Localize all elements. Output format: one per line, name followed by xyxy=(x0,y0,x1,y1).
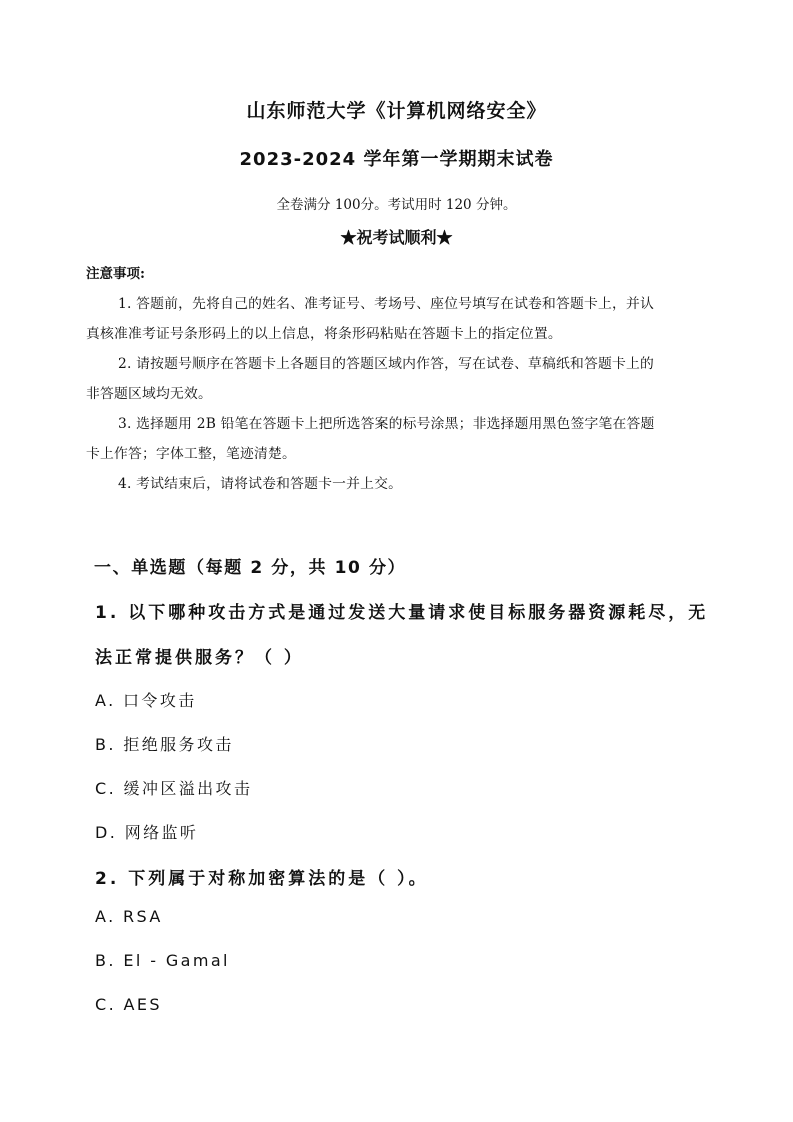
section-heading: 一、单选题（每题 2 分，共 10 分） xyxy=(94,558,407,578)
question-1-line-1: 1. 以下哪种攻击方式是通过发送大量请求使目标服务器资源耗尽，无 xyxy=(95,603,709,623)
note-line: 卡上作答；字体工整，笔迹清楚。 xyxy=(86,446,296,462)
note-line: 非答题区域均无效。 xyxy=(86,386,212,402)
exam-info: 全卷满分 100分。考试用时 120 分钟。 xyxy=(276,197,517,213)
note-line: 2. 请按题号顺序在答题卡上各题目的答题区域内作答，写在试卷、草稿纸和答题卡上的 xyxy=(118,356,655,372)
note-line: 3. 选择题用 2B 铅笔在答题卡上把所选答案的标号涂黑；非选择题用黑色签字笔在答题 xyxy=(118,416,655,432)
note-line: 4. 考试结束后，请将试卷和答题卡一并上交。 xyxy=(118,476,403,492)
question-1-option-c[interactable]: C. 缓冲区溢出攻击 xyxy=(95,779,253,798)
question-2-option-b[interactable]: B. El - Gamal xyxy=(95,951,230,970)
question-2-option-a[interactable]: A. RSA xyxy=(95,907,163,926)
note-line: 1. 答题前，先将自己的姓名、准考证号、考场号、座位号填写在试卷和答题卡上，并认 xyxy=(118,296,655,312)
exam-title: 山东师范大学《计算机网络安全》 xyxy=(246,100,547,122)
exam-subtitle: 2023-2024 学年第一学期期末试卷 xyxy=(239,149,554,170)
question-1-line-2: 法正常提供服务？（ ） xyxy=(95,648,304,668)
blessing-text: ★祝考试顺利★ xyxy=(340,228,453,247)
question-1-option-a[interactable]: A. 口令攻击 xyxy=(95,691,197,710)
question-1-option-d[interactable]: D. 网络监听 xyxy=(95,823,199,842)
note-line: 真核准准考证号条形码上的以上信息，将条形码粘贴在答题卡上的指定位置。 xyxy=(86,326,562,342)
question-2-line-1: 2. 下列属于对称加密算法的是（ ）。 xyxy=(95,869,429,889)
question-1-option-b[interactable]: B. 拒绝服务攻击 xyxy=(95,735,234,754)
notes-heading: 注意事项: xyxy=(86,266,145,282)
question-2-option-c[interactable]: C. AES xyxy=(95,995,162,1014)
